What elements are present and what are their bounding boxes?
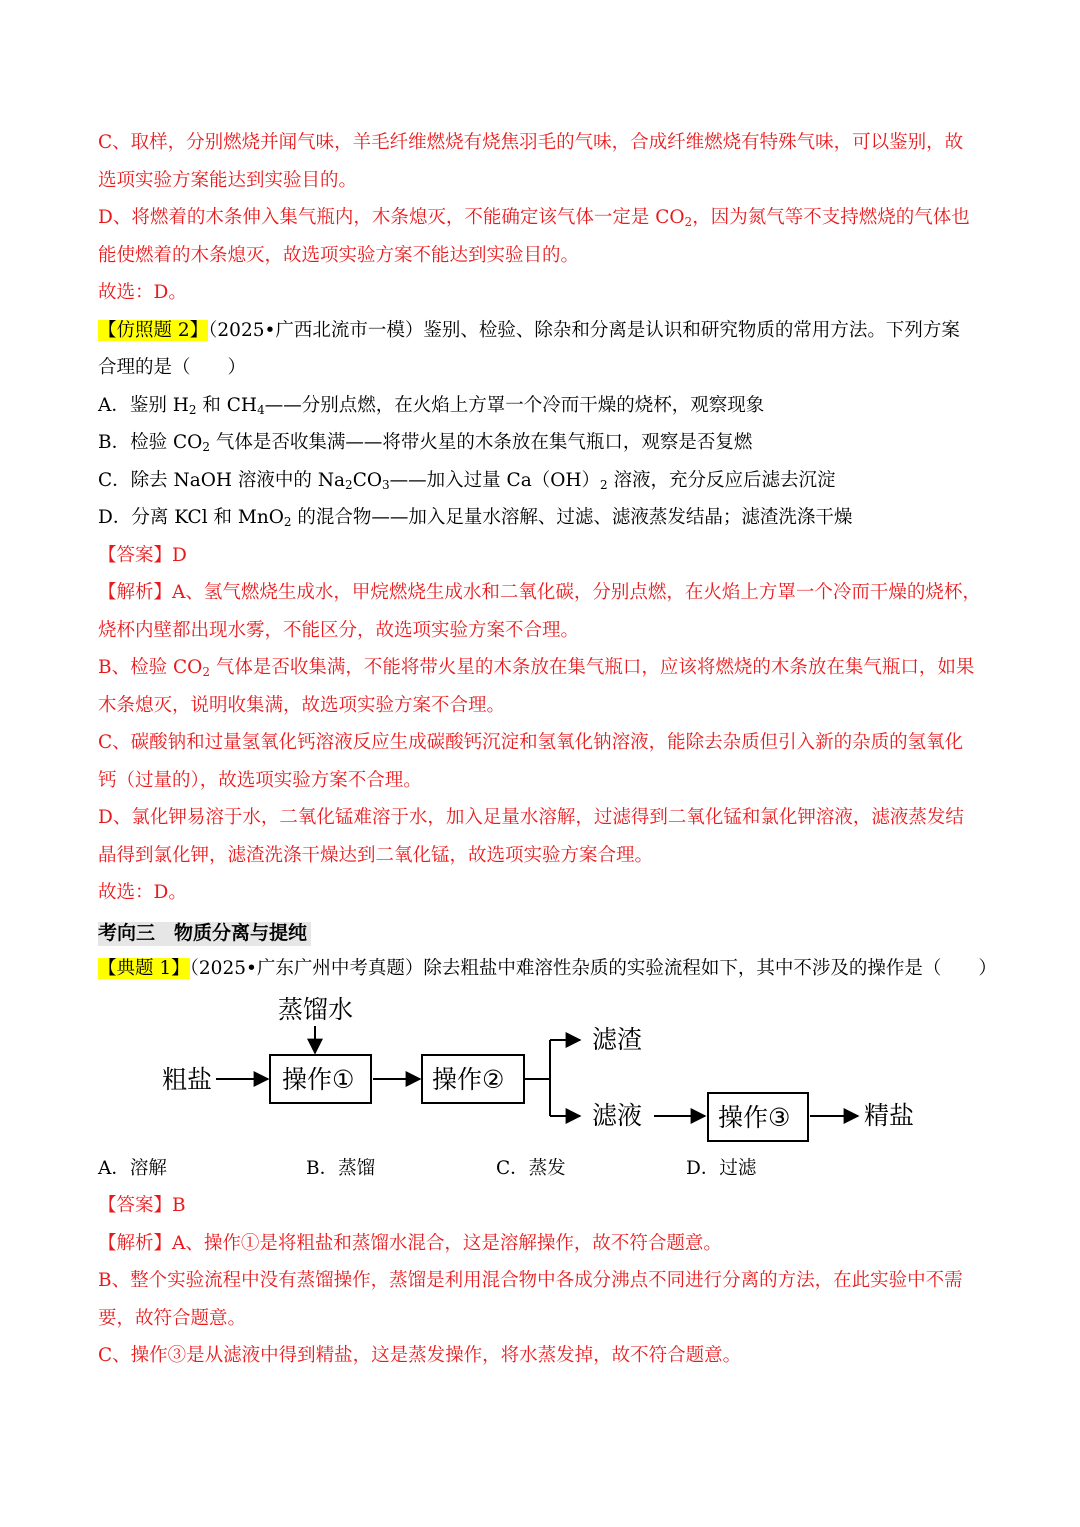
option-b: B．检验 $CO_2$ 气体是否收集满——将带火星的木条放在集气瓶口，观察是否复燃 <box>98 432 753 454</box>
option-c: C．蒸发 <box>496 1158 566 1179</box>
section-title: 考向三 物质分离与提纯 <box>98 916 984 950</box>
option-d: D．分离 KCl 和 MnO$_2$ 的混合物——加入足量水溶解、过滤、滤液蒸发结晶；滤渣洗涤干燥 <box>98 507 853 529</box>
operation-3-label: 操作③ <box>718 1103 791 1132</box>
question-tag: 【仿照题 2】 <box>98 319 209 341</box>
operation-1-label: 操作① <box>282 1065 355 1094</box>
option-a: A．鉴别 $H_2$ 和 $CH_4——$分别点燃，在火焰上方罩一个冷而干燥的烧杯，观察现象 <box>98 394 765 417</box>
analysis-line: 【解析】A、操作①是将粗盐和蒸馏水混合，这是溶解操作，故不符合题意。 <box>98 1232 722 1254</box>
analysis-line: C、取样，分别燃烧并闻气味，羊毛纤维燃烧有烧焦羽毛的气味，合成纤维燃烧有特殊气味，可以鉴别，故 <box>98 132 964 153</box>
analysis-line: D、将燃着的木条伸入集气瓶内，木条熄灭，不能确定该气体一定是 $CO_2$，因为氮气等不支持燃烧的气体也 <box>98 207 970 229</box>
document-page <box>98 124 997 987</box>
analysis-line: 木条熄灭，说明收集满，故选项实验方案不合理。 <box>98 694 506 716</box>
question-tag: 【典题 1】 <box>98 957 190 979</box>
analysis-line: 【解析】A、氢气燃烧生成水，甲烷燃烧生成水和二氧化碳，分别点燃，在火焰上方罩一个冷而干燥的烧杯， <box>98 582 981 603</box>
analysis-line: 能使燃着的木条熄灭，故选项实验方案不能达到实验目的。 <box>98 244 580 266</box>
option-b: B．蒸馏 <box>306 1158 376 1179</box>
residue-label: 滤渣 <box>592 1025 643 1054</box>
answer-line: 【答案】B <box>98 1195 186 1216</box>
option-d: D．过滤 <box>686 1158 757 1179</box>
answer-block <box>98 1187 984 1375</box>
analysis-line: C、碳酸钠和过量氢氧化钙溶液反应生成碳酸钙沉淀和氢氧化钠溶液，能除去杂质但引入新的杂质的氢氧化 <box>98 732 964 753</box>
conclusion-line: 故选：D。 <box>98 282 187 303</box>
question-stem: 【典题 1】（2025•广东广州中考真题）除去粗盐中难溶性杂质的实验流程如下，其中不涉及的操作是（ ） <box>98 957 997 979</box>
analysis-line: B、整个实验流程中没有蒸馏操作，蒸馏是利用混合物中各成分沸点不同进行分离的方法，在此实验中不需 <box>98 1270 963 1291</box>
options-row <box>98 1150 984 1188</box>
product-label: 精盐 <box>864 1101 915 1130</box>
analysis-line: 钙（过量的），故选项实验方案不合理。 <box>98 769 422 791</box>
analysis-line: 烧杯内壁都出现水雾，不能区分，故选项实验方案不合理。 <box>98 619 580 641</box>
analysis-line: C、操作③是从滤液中得到精盐，这是蒸发操作，将水蒸发掉，故不符合题意。 <box>98 1345 742 1366</box>
operation-2-label: 操作② <box>432 1065 505 1094</box>
analysis-line: 选项实验方案能达到实验目的。 <box>98 169 358 191</box>
analysis-line: 要，故符合题意。 <box>98 1307 247 1329</box>
option-a: A．溶解 <box>98 1158 167 1179</box>
question-stem: 【仿照题 2】（2025•广西北流市一模）鉴别、检验、除杂和分离是认识和研究物质的常用方法。下列方案 <box>98 319 960 341</box>
question-stem: 合理的是（ ） <box>98 357 247 378</box>
analysis-line: D、氯化钾易溶于水，二氧化锰难溶于水，加入足量水溶解，过滤得到二氧化锰和氯化钾溶液，滤液蒸发结 <box>98 807 964 828</box>
answer-line: 【答案】D <box>98 544 187 566</box>
conclusion-line: 故选：D。 <box>98 882 187 903</box>
analysis-line: B、检验 $CO_2$ 气体是否收集满，不能将带火星的木条放在集气瓶口，应该将燃烧的木条放在集气瓶口，如果 <box>98 657 975 679</box>
option-c: C．除去 NaOH 溶液中的 $Na_2CO_3——$加入过量 $Ca(OH)_2$ 溶液，充分反应后滤去沉淀 <box>98 469 836 492</box>
filtrate-label: 滤液 <box>592 1101 643 1130</box>
flow-diagram <box>160 996 920 1146</box>
reagent-label: 蒸馏水 <box>278 996 354 1024</box>
input-label: 粗盐 <box>162 1065 213 1094</box>
analysis-line: 晶得到氯化钾，滤渣洗涤干燥达到二氧化锰，故选项实验方案合理。 <box>98 844 654 866</box>
